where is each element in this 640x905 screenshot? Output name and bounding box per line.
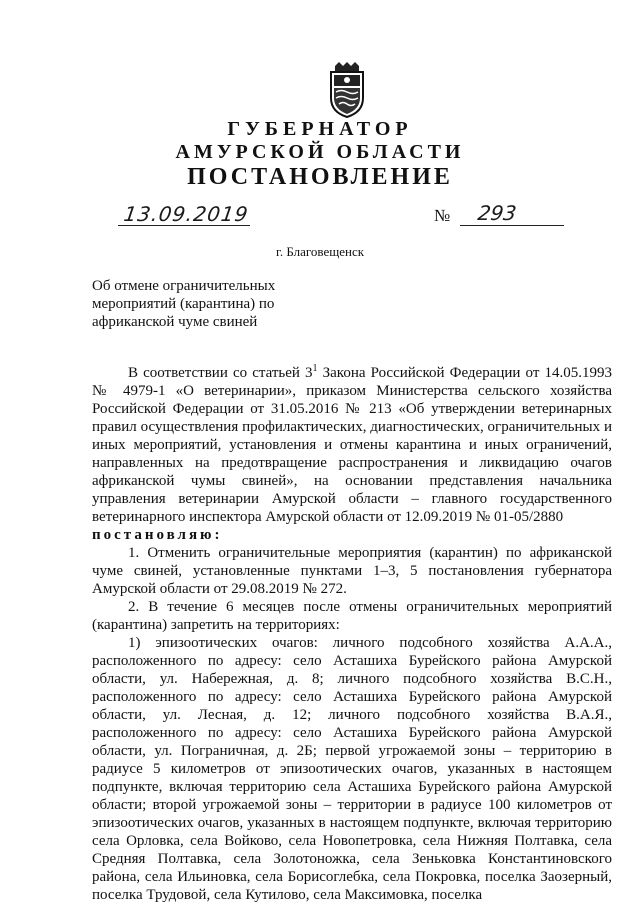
subject-line: африканской чуме свиней xyxy=(92,314,258,330)
article-superscript: 1 xyxy=(312,363,318,374)
preamble-start: В соответствии со статьей 3 xyxy=(128,365,313,381)
amur-oblast-emblem-icon xyxy=(325,62,369,118)
header-governor: ГУБЕРНАТОР xyxy=(227,118,413,140)
header-region: АМУРСКОЙ ОБЛАСТИ xyxy=(175,141,465,163)
number-sign: № xyxy=(434,206,451,225)
resolve-word: постановляю: xyxy=(92,527,223,543)
document-date: 13.09.2019 xyxy=(122,202,251,226)
preamble-rest: Закона Российской Федерации от 14.05.1993 № 4979-1 «О ветеринарии», приказом Министерства сельского хозяйства Российской Федерации от 31.05.2016 № 213 «Об утверждении ветеринарных правил осуществления профилактических, диагностических, ограничительных и иных мероприятий, установления и отмены карантина и иных ограничений, направленных на предотвращение распространения и ликвидацию очагов африканской чумы свиней», на основании представления начальника управления ветеринарии Амурской области – главного государственного ветеринарного инспектора Амурской области от 12.09.2019 № 01-05/2880 xyxy=(92,365,612,525)
item-1: 1. Отменить ограничительные мероприятия (карантин) по африканской чуме свиней, установленные пунктами 1–3, 5 постановления губернатора Амурской области от 29.08.2019 № 272. xyxy=(92,545,612,597)
subject-line: Об отмене ограничительных xyxy=(92,278,276,294)
item-2: 2. В течение 6 месяцев после отмены ограничительных мероприятий (карантина) запретить на территориях: xyxy=(92,599,612,633)
item-2-subitem-1: 1) эпизоотических очагов: личного подсобного хозяйства А.А.А., расположенного по адресу: село Асташиха Бурейского района Амурской области, ул. Набережная, д. 8; личного подсобного хозяйства В.С.Н., расположенного по адресу: село Асташиха Бурейского района Амурской области, ул. Лесная, д. 12; личного подсобного хозяйства В.А.Я., расположенного по адресу: село Асташиха Бурейского района Амурской области, ул. Пограничная, д. 2Б; первой угрожаемой зоны – территорию в радиусе 5 километров от эпизоотических очагов, указанных в настоящем подпункте, включая территорию села Асташиха Бурейского района Амурской области; второй угрожаемой зоны – территории в радиусе 100 километров от эпизоотических очагов, указанных в настоящем подпункте, включая территорию села Орловка, села Войково, села Новопетровка, села Нижняя Полтавка, села Средняя Полтавка, села Золотоножка, села Зеньковка Константиновского района, села Ильиновка, села Борисоглебка, села Покровка, поселка Заозерный, поселка Трудовой, села Кутилово, села Максимовка, поселка xyxy=(92,635,612,903)
city: г. Благовещенск xyxy=(275,244,365,259)
preamble-paragraph xyxy=(92,364,612,526)
subject-line: мероприятий (карантина) по xyxy=(92,296,275,312)
document-number: 293 xyxy=(476,201,518,225)
number-underline xyxy=(460,225,564,226)
date-underline xyxy=(118,225,250,226)
document-subject xyxy=(92,277,292,331)
document-body xyxy=(92,364,612,904)
document-type-title: ПОСТАНОВЛЕНИЕ xyxy=(187,164,453,190)
